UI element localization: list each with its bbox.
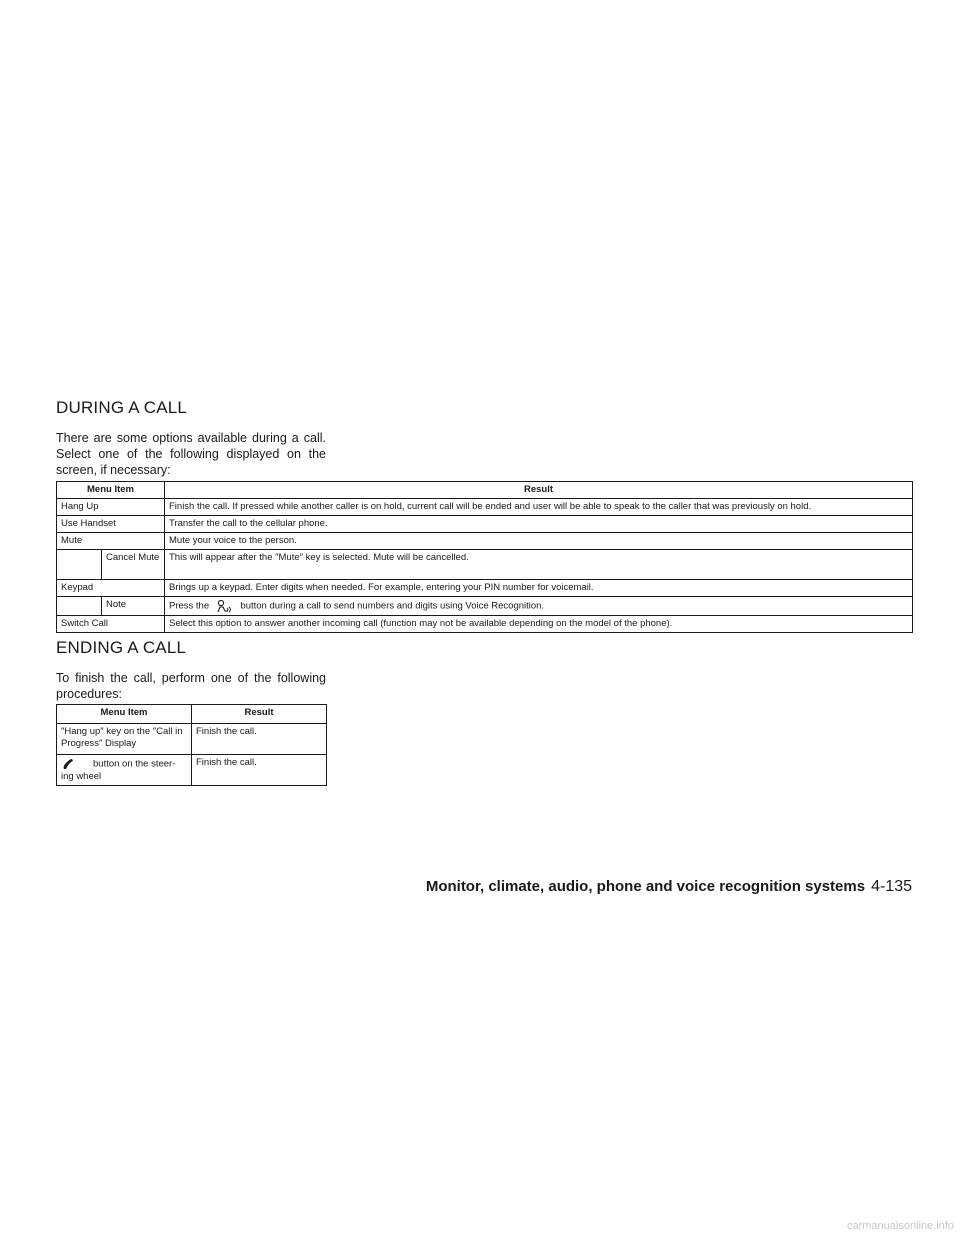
indent-cell xyxy=(57,550,102,580)
phone-handset-icon xyxy=(61,757,75,771)
footer-section-title: Monitor, climate, audio, phone and voice recognition systems xyxy=(425,878,866,895)
table-row xyxy=(57,550,913,580)
watermark-text: carmanualsonline.info xyxy=(846,1220,954,1232)
menu-item-cell: Mute xyxy=(57,533,165,550)
result-cell xyxy=(165,597,913,616)
table-row xyxy=(57,580,913,597)
result-cell: Mute your voice to the person. xyxy=(165,533,913,550)
table-row xyxy=(57,499,913,516)
result-cell: This will appear after the ″Mute″ key is selected. Mute will be cancelled. xyxy=(165,550,913,580)
result-cell: Finish the call. xyxy=(192,724,327,755)
result-cell: Brings up a keypad. Enter digits when needed. For example, entering your PIN number for voicemail. xyxy=(165,580,913,597)
menu-item-cell: Switch Call xyxy=(57,616,165,633)
header-menu-item: Menu Item xyxy=(57,705,192,724)
voice-recognition-talk-icon xyxy=(212,599,238,613)
table-row xyxy=(57,755,327,786)
table-row xyxy=(57,724,327,755)
note-text-pre: Press the xyxy=(169,600,210,612)
table-row xyxy=(57,533,913,550)
during-call-table xyxy=(56,481,913,633)
ending-call-intro: To finish the call, perform one of the following procedures: xyxy=(56,671,326,701)
steering-wheel-button-text: button on the steer-ing wheel xyxy=(61,758,176,782)
menu-item-cell: Note xyxy=(102,597,165,616)
indent-cell xyxy=(57,597,102,616)
section-heading-ending-call: ENDING A CALL xyxy=(56,638,187,657)
menu-item-cell: Keypad xyxy=(57,580,165,597)
result-cell: Transfer the call to the cellular phone. xyxy=(165,516,913,533)
menu-item-cell: ″Hang up″ key on the ″Call in Progress″ Display xyxy=(57,724,192,755)
header-menu-item: Menu Item xyxy=(57,482,165,499)
menu-item-cell: Hang Up xyxy=(57,499,165,516)
during-call-intro: There are some options available during a call. Select one of the following displayed on the screen, if necessary: xyxy=(56,431,326,477)
result-cell: Finish the call. xyxy=(192,755,327,786)
note-text-post: button during a call to send numbers and digits using Voice Recognition. xyxy=(240,600,545,612)
header-result: Result xyxy=(192,705,327,724)
result-cell: Select this option to answer another incoming call (function may not be available depending on the model of the phone). xyxy=(165,616,913,633)
ending-call-table xyxy=(56,704,327,786)
menu-item-cell: Use Handset xyxy=(57,516,165,533)
section-heading-during-call: DURING A CALL xyxy=(56,398,188,417)
page-number: 4-135 xyxy=(871,878,912,895)
page-footer xyxy=(426,878,912,896)
menu-item-cell xyxy=(57,755,192,786)
table-row xyxy=(57,616,913,633)
table-header-row xyxy=(57,705,327,724)
header-result: Result xyxy=(165,482,913,499)
table-row xyxy=(57,597,913,616)
menu-item-cell: Cancel Mute xyxy=(102,550,165,580)
table-header-row xyxy=(57,482,913,499)
result-cell: Finish the call. If pressed while another caller is on hold, current call will be ended and user will be able to speak to the caller that was previously on hold. xyxy=(165,499,913,516)
table-row xyxy=(57,516,913,533)
